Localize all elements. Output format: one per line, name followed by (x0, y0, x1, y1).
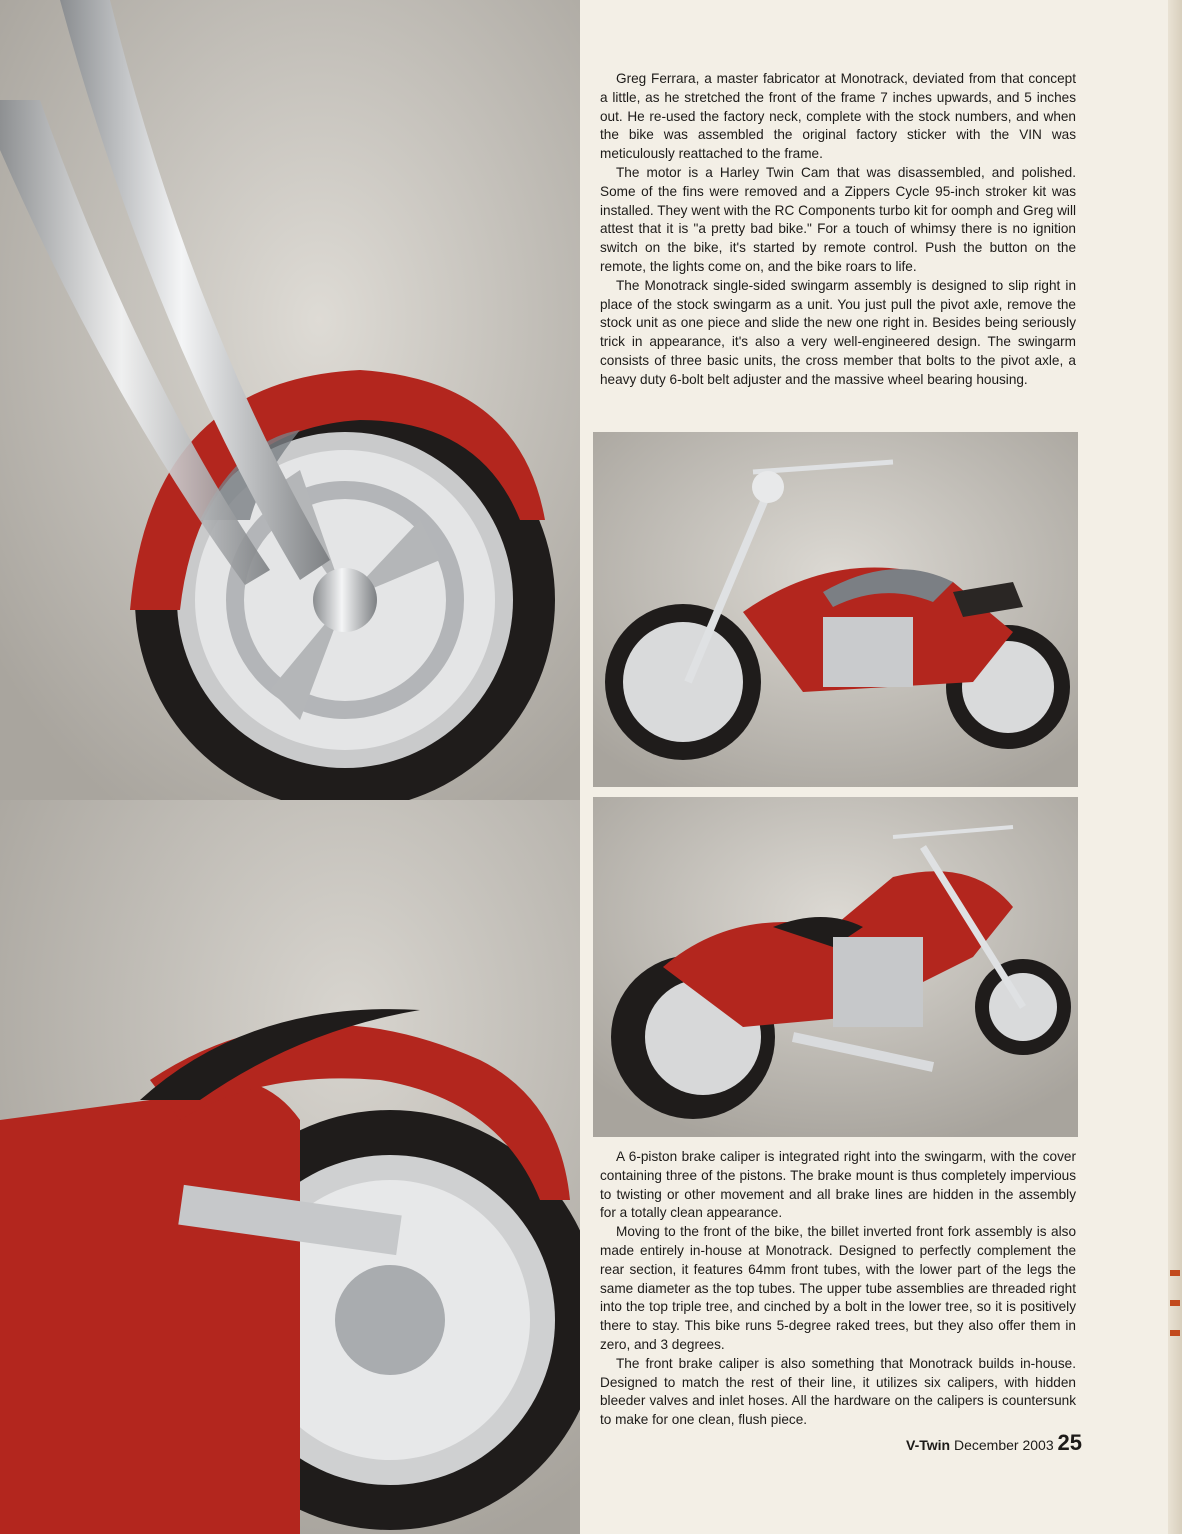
article-paragraph: Moving to the front of the bike, the billet inverted front fork assembly is also made entirely in-house at Monotrack. Designed to perfectly complement the rear section, it features 64mm front tubes, with the lower part of the legs the same diameter as the top tubes. The upper tube assemblies are threaded right into the top triple tree, and cinched by a bolt in the lower tree, so it is positively there to stay. This bike runs 5-degree raked trees, but they also offer them in zero, and 3 degrees. (600, 1224, 1076, 1352)
edge-tab (1170, 1300, 1180, 1306)
page-footer (822, 1430, 1082, 1460)
bike-rear-quarter-photo (593, 797, 1078, 1137)
article-paragraph: A 6-piston brake caliper is integrated right into the swingarm, with the cover containing three of the pistons. The brake mount is thus completely impervious to twisting or other movement and all brake lines are hidden in the assembly for a totally clean appearance. (600, 1149, 1076, 1221)
magazine-name: V-Twin (906, 1437, 951, 1453)
article-paragraph: The front brake caliper is also something that Monotrack builds in-house. Designed to match the rest of their line, it utilizes six calipers, with hidden bleeder valves and inlet hoses. All the hardware on the calipers is countersunk to make for one clean, flush piece. (600, 1355, 1076, 1428)
page-number: 25 (1057, 1430, 1082, 1455)
article-text-bottom (600, 1148, 1076, 1430)
article-paragraph: Greg Ferrara, a master fabricator at Monotrack, deviated from that concept a little, as he stretched the front of the frame 7 inches upwards, and 5 inches out. He re-used the factory neck, complete with the stock numbers, and when the bike was assembled the original factory sticker with the VIN was meticulously reattached to the frame. (600, 71, 1076, 162)
article-paragraph: The Monotrack single-sided swingarm assembly is designed to slip right in place of the stock swingarm as a unit. You just pull the pivot axle, remove the stock unit as one piece and slide the new one right in. Besides being seriously trick in appearance, it's also a very well-engineered design. The swingarm consists of three basic units, the cross member that bolts to the pivot axle, a heavy duty 6-bolt belt adjuster and the massive wheel bearing housing. (600, 277, 1076, 387)
issue-date: December 2003 (954, 1437, 1054, 1453)
edge-tab (1170, 1270, 1180, 1276)
article-text-top (600, 70, 1076, 390)
bike-side-photo (593, 432, 1078, 787)
edge-tab (1170, 1330, 1180, 1336)
article-paragraph: The motor is a Harley Twin Cam that was disassembled, and polished. Some of the fins were removed and a Zippers Cycle 95-inch stroker kit was installed. They went with the RC Components turbo kit for oomph and Greg will attest that it is "a pretty bad bike." For a touch of whimsy there is no ignition switch on the bike, it's started by remote control. Push the button on the remote, the lights come on, and the bike roars to life. (600, 164, 1076, 274)
page-edge (1168, 0, 1182, 1534)
front-wheel-photo (0, 0, 580, 800)
rear-wheel-photo (0, 800, 580, 1534)
